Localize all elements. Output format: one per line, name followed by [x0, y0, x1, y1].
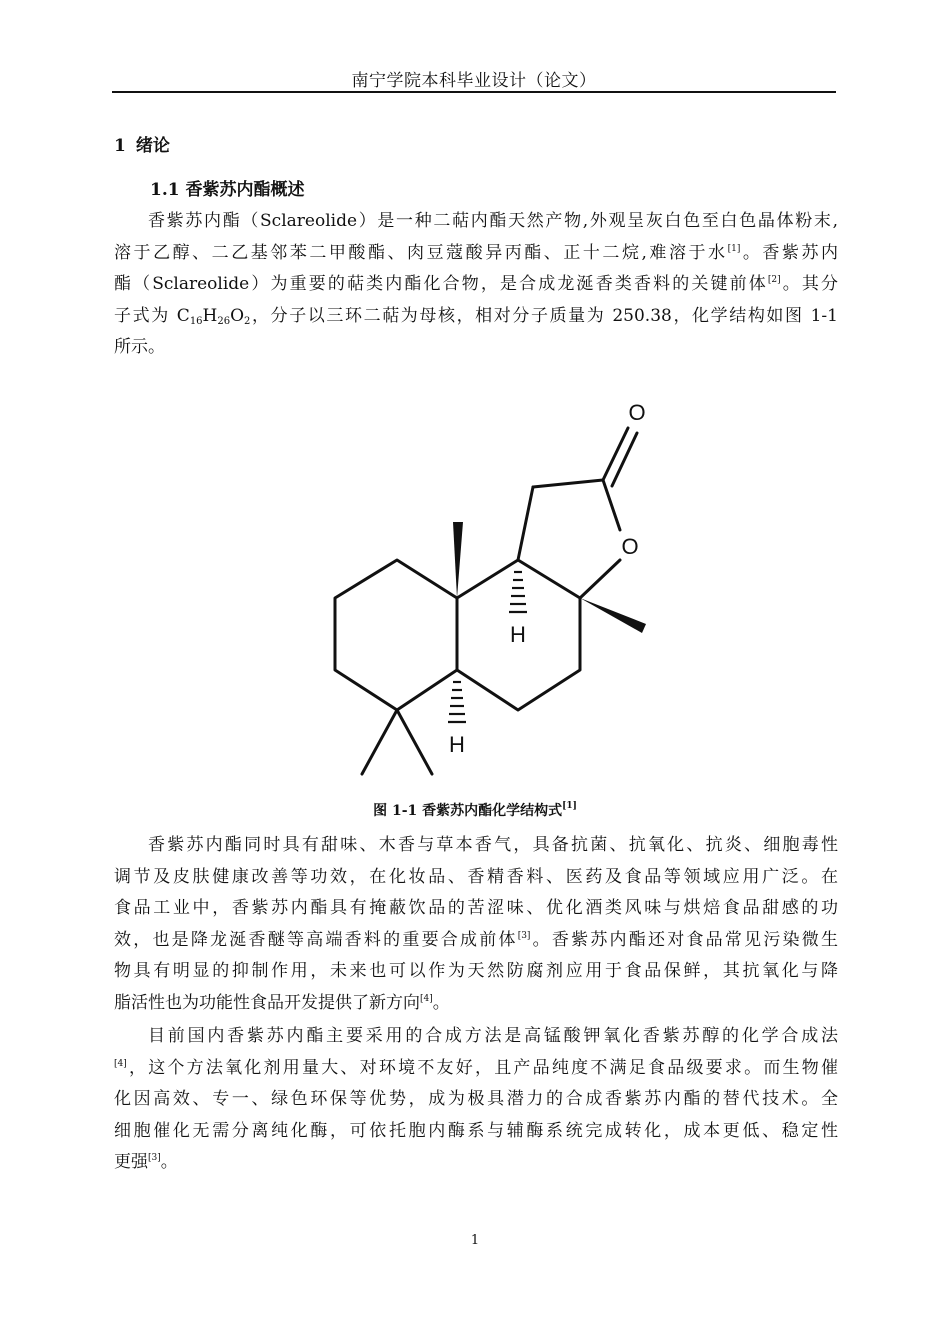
citation-ref: [1] — [727, 243, 741, 254]
citation-ref: [3] — [517, 930, 531, 941]
figure-caption: 图 1-1 香紫苏内酯化学结构式[1] — [373, 801, 577, 819]
citation-ref: [1] — [562, 801, 577, 811]
paragraph-line: 化因高效、专一、绿色环保等优势，成为极具潜力的合成香紫苏内酯的替代技术。全 — [114, 1089, 838, 1109]
paragraph-line: [4]，这个方法氧化剂用量大、对环境不友好，且产品纯度不满足食品级要求。而生物催 — [114, 1057, 838, 1078]
paragraph-line: 食品工业中，香紫苏内酯具有掩蔽饮品的苦涩味、优化酒类风味与烘焙食品甜感的功 — [114, 898, 838, 918]
section-title: 绪论 — [135, 136, 170, 156]
paragraph-line: 溶于乙醇、二乙基邻苯二甲酸酯、肉豆蔻酸异丙酯、正十二烷,难溶于水[1]。香紫苏内 — [114, 242, 839, 263]
section-number: 1 — [114, 136, 126, 156]
citation-ref: [4] — [420, 993, 433, 1004]
lower-hydrogen-label: H — [449, 732, 465, 757]
paragraph-applications — [114, 830, 838, 1019]
ring-oxygen-label: O — [621, 534, 639, 559]
citation-ref: [2] — [767, 275, 781, 285]
paragraph-line: 香紫苏内酯同时具有甜味、木香与草本香气，具备抗菌、抗氧化、抗炎、细胞毒性 — [148, 835, 838, 855]
citation-ref: [4] — [114, 1058, 127, 1069]
paragraph-line: 脂活性也为功能性食品开发提供了新方向[4]。 — [114, 992, 450, 1013]
paragraph-line: 细胞催化无需分离纯化酶，可依托胞内酶系与辅酶系统完成转化，成本更低、稳定性 — [114, 1120, 838, 1141]
header-divider — [112, 91, 836, 93]
sclareolide-structure-figure — [320, 396, 660, 786]
paragraph-line: 调节及皮肤健康改善等功效，在化妆品、香精香料、医药及食品等领域应用广泛。在 — [114, 866, 838, 887]
citation-ref: [3] — [148, 1153, 161, 1163]
paragraph-synthesis — [114, 1021, 838, 1179]
upper-hydrogen-label: H — [510, 622, 526, 647]
paragraph-line: 子式为 $C_{16}H_{26}O_2$，分子以三环二萜为母核，相对分子质量为 250.38，化学结构如图 1-1 — [114, 305, 838, 327]
paragraph-line: 目前国内香紫苏内酯主要采用的合成方法是高锰酸钾氧化香紫苏醇的化学合成法 — [148, 1026, 838, 1046]
paragraph-line: 物具有明显的抑制作用，未来也可以作为天然防腐剂应用于食品保鲜，其抗氧化与降 — [114, 961, 838, 981]
paragraph-line: 酯（Sclareolide）为重要的萜类内酯化合物，是合成龙涎香类香料的关键前体[2]。其分 — [114, 274, 838, 294]
paragraph-line: 效，也是降龙涎香醚等高端香料的重要合成前体[3]。香紫苏内酯还对食品常见污染微生 — [114, 929, 839, 950]
paragraph-line: 香紫苏内酯（Sclareolide）是一种二萜内酯天然产物,外观呈灰白色至白色晶体粉末, — [148, 211, 838, 231]
paragraph-line: 所示。 — [114, 337, 165, 357]
section-heading — [114, 131, 170, 156]
paragraph-line: 更强[3]。 — [114, 1152, 178, 1172]
page-header: 南宁学院本科毕业设计（论文） — [351, 71, 597, 91]
carbonyl-oxygen-label: O — [628, 400, 646, 425]
subsection-heading: 1.1 香紫苏内酯概述 — [150, 180, 305, 200]
page-number: 1 — [470, 1233, 480, 1248]
paragraph-intro — [114, 206, 838, 364]
